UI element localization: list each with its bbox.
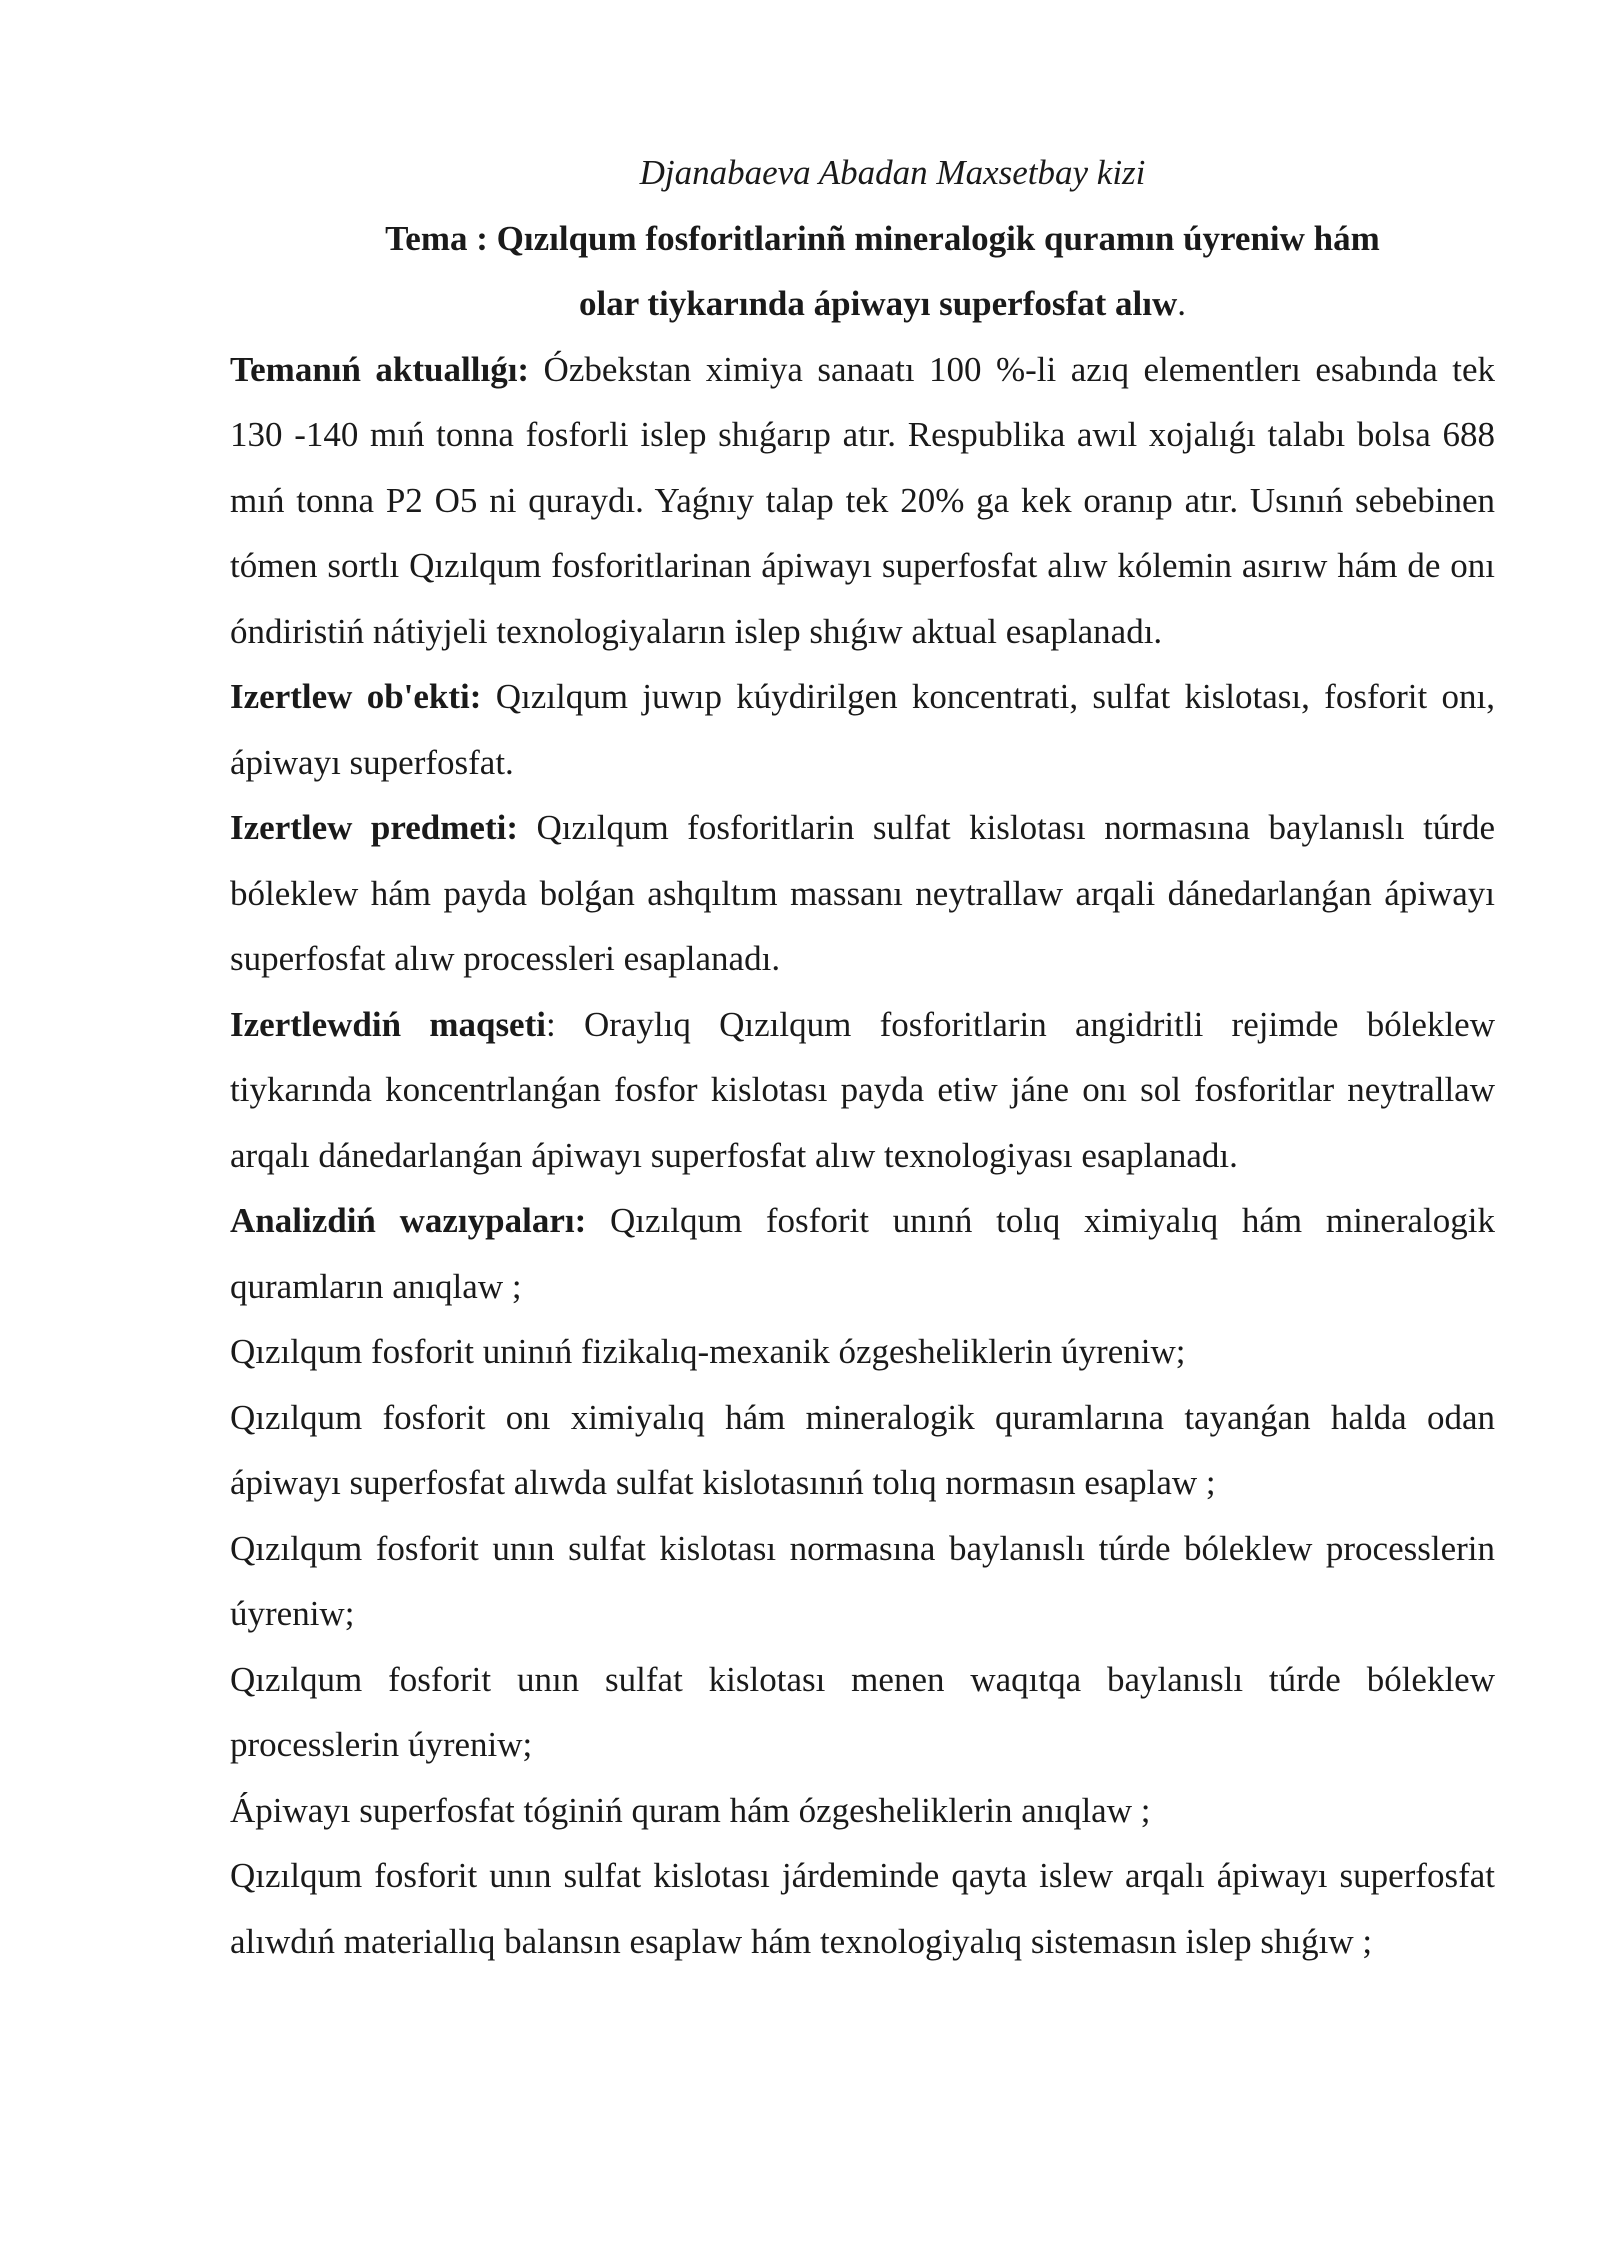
subject-paragraph [230, 795, 1495, 992]
topic-line-2-end: . [1177, 284, 1187, 323]
topic-line-1: Tema : Qızılqum fosforitlarinñ mineralogik quramın úyreniw hám [385, 218, 1380, 258]
actuality-label: Temanıń aktuallıǵı: [230, 349, 530, 389]
goal-text: : Oraylıq Qızılqum fosforitlarin angidritli rejimde bóleklew tiykarında koncentrlanǵan fosfor kislotası payda etiw jáne onı sol fosforitlar neytrallaw arqalı dánedarlanǵan ápiwayı superfosfat alıw texnologiyası esaplanadı. [230, 1004, 1495, 1175]
topic-line-2: olar tiykarında ápiwayı superfosfat alıw [578, 284, 1178, 323]
task-item: Qızılqum fosforit unın sulfat kislotası járdeminde qayta islew arqalı ápiwayı superfosfat alıwdıń materiallıq balansın esaplaw hám texnologiyalıq sistemasın islep shıǵıw ; [230, 1856, 1495, 1961]
task-item: Qızılqum fosforit unın sulfat kislotası menen waqıtqa baylanıslı túrde bóleklew processlerin úyreniw; [230, 1659, 1495, 1764]
task-item: Ápiwayı superfosfat tóginiń quram hám ózgesheliklerin anıqlaw ; [230, 1790, 1151, 1830]
goal-label: Izertlewdiń maqseti [230, 1004, 546, 1044]
goal-paragraph [230, 992, 1495, 1189]
tasks-text: Qızılqum fosforit unınń tolıq ximiyalıq hám mineralogik quramların anıqlaw ; [230, 1201, 1495, 1306]
object-paragraph [230, 664, 1495, 795]
topic-title [230, 206, 1495, 337]
tasks-label: Analizdiń wazıypaları: [230, 1201, 587, 1240]
task-item: Qızılqum fosforit uninıń fizikalıq-mexanik ózgesheliklerin úyreniw; [230, 1332, 1186, 1371]
object-text: Qızılqum juwıp kúydirilgen koncentrati, sulfat kislotası, fosforit onı, ápiwayı superfosfat. [230, 677, 1495, 782]
document-page [230, 140, 1495, 1974]
task-item: Qızılqum fosforit unın sulfat kislotası normasına baylanıslı túrde bóleklew processlerin úyreniw; [230, 1528, 1495, 1633]
actuality-paragraph [230, 337, 1495, 665]
subject-label: Izertlew predmeti: [230, 808, 518, 847]
task-item: Qızılqum fosforit onı ximiyalıq hám mineralogik quramlarına tayanǵan halda odan ápiwayı superfosfat alıwda sulfat kislotasınıń tolıq normasın esaplaw ; [230, 1397, 1495, 1502]
actuality-text: Ózbekstan ximiya sanaatı 100 %-li azıq elementlerı esabında tek 130 -140 mıń tonna fosforli islep shıǵarıp atır. Respublika awıl xojalıǵı talabı bolsa 688 mıń tonna P2 O5 ni quraydı. Yaǵnıy talap tek 20% ga kek oranıp atır. Usınıń sebebinen tómen sortlı Qızılqum fosforitlarinan ápiwayı superfosfat alıw kólemin asırıw hám de onı óndiristiń nátiyjeli texnologiyaların islep shıǵıw aktual esaplanadı. [230, 349, 1495, 651]
object-label: Izertlew ob'ekti: [230, 677, 482, 716]
author-name: Djanabaeva Abadan Maxsetbay kizi [639, 153, 1146, 192]
subject-text: Qızılqum fosforitlarin sulfat kislotası normasına baylanıslı túrde bóleklew hám payda bolǵan ashqıltım massanı neytrallaw arqali dánedarlanǵan ápiwayı superfosfat alıw processleri esaplanadı. [230, 808, 1495, 978]
tasks-paragraph [230, 1188, 1495, 1319]
